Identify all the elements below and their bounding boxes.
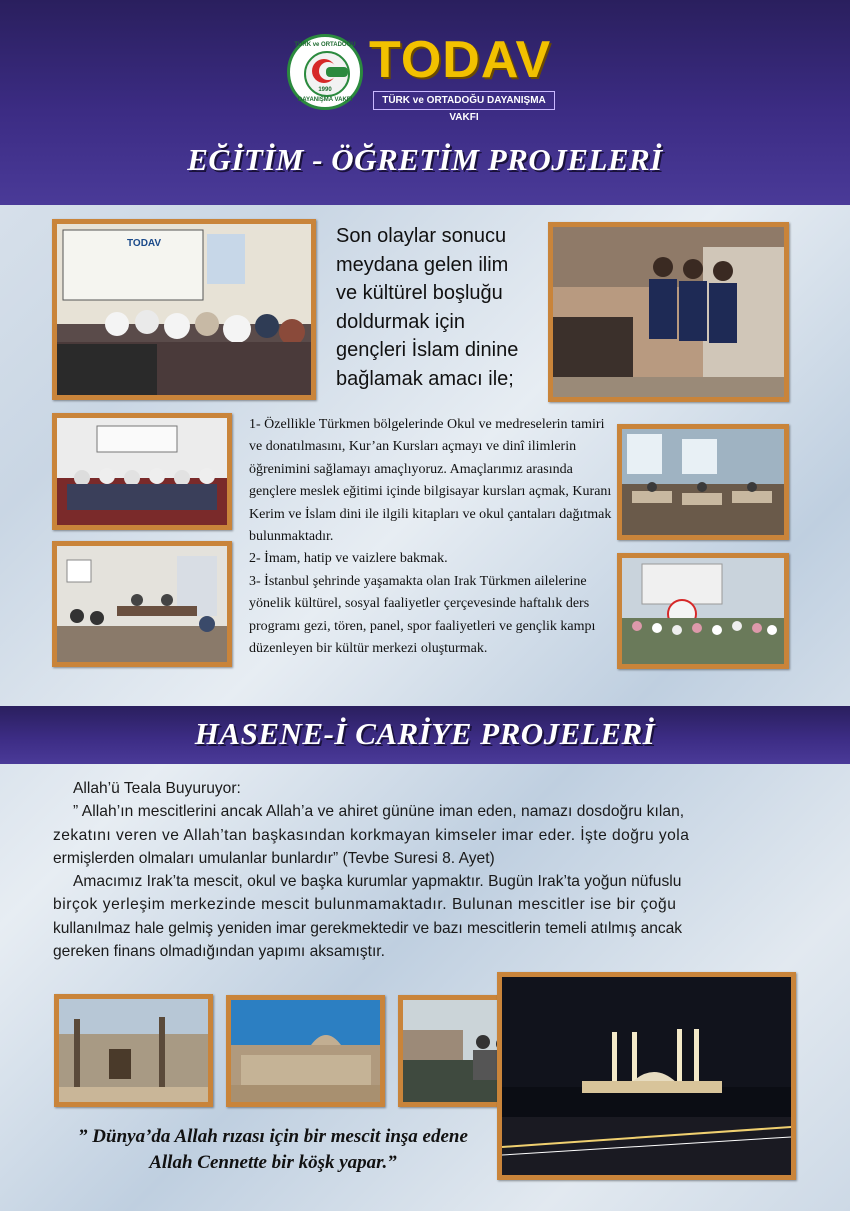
foundation-emblem-icon <box>287 34 363 110</box>
intro-line: doldurmak için <box>336 310 465 333</box>
brand-name: TODAV <box>369 31 552 89</box>
photo-meeting-room <box>52 541 232 667</box>
brand-subtitle: TÜRK ve ORTADOĞU DAYANIŞMA VAKFI <box>373 91 555 110</box>
photo-sign-text: TODAV <box>127 238 162 249</box>
list-line: düzenleyen bir kültür merkezi oluşturmak. <box>249 641 488 657</box>
emblem-bottom-text: DAYANIŞMA VAKFI <box>297 97 353 103</box>
intro-line: ve kültürel boşluğu <box>336 282 503 304</box>
quote-line: ” Dünya’da Allah rızası için bir mescit inşa edene <box>78 1126 468 1147</box>
list-line: yönelik kültürel, sosyal faaliyetler çerçevesinde haftalık ders <box>249 596 590 612</box>
closing-quote <box>58 1124 488 1176</box>
list-line: gençlere meslek eğitimi içinde bilgisayar kursları açmak, Kuranı <box>249 484 612 500</box>
emblem-year: 1990 <box>318 87 332 93</box>
emblem-top-text: TÜRK ve ORTADOĞU <box>294 42 356 48</box>
body-line: Allah’ü Teala Buyuruyor: <box>73 780 241 797</box>
intro-line: Son olaylar sonucu <box>336 225 507 247</box>
photo-ruined-wall <box>54 994 213 1107</box>
body-line: gereken finans olmadığından yapımı aksamıştır. <box>53 943 385 961</box>
list-line: 3- İstanbul şehrinde yaşamakta olan Irak Türkmen ailelerine <box>249 573 587 589</box>
body-line: Amacımız Irak’ta mescit, okul ve başka kurumlar yapmaktır. Bugün Irak’ta yoğun nüfuslu <box>73 873 682 891</box>
body-line: kullanılmaz hale gelmiş yeniden imar gerekmektedir ve bazı mescitlerin temeli atılmış ancak <box>53 919 682 937</box>
photo-school-desks <box>617 424 789 540</box>
photo-classroom-women <box>52 219 316 400</box>
photo-children-group <box>617 553 789 669</box>
body-line: birçok yerleşim merkezinde mescit bulunmamaktadır. Bulunan mescitler ise bir çoğu <box>53 896 677 914</box>
photo-old-mosque <box>226 995 385 1107</box>
intro-line: meydana gelen ilim <box>336 253 509 276</box>
photo-seated-men <box>52 413 232 530</box>
list-line: ve donatılmasını, Kur’an Kursları açmayı ve dinî ilimlerin <box>249 439 577 455</box>
body-line: ermişlerden olmaları umulanlar bunlardır” (Tevbe Suresi 8. Ayet) <box>53 849 495 867</box>
section-title-education: EĞİTİM - ÖĞRETİM PROJELERİ <box>187 142 663 177</box>
photo-schoolgirls <box>548 222 789 402</box>
body-line: zekatını veren ve Allah’tan başkasından korkmayan kimseler imar eder. İşte doğru yola <box>53 826 690 844</box>
section-title-charity: HASENE-İ CARİYE PROJELERİ <box>194 716 656 751</box>
photo-mosque-night <box>497 972 796 1180</box>
intro-line: bağlamak amacı ile; <box>336 367 514 390</box>
quote-line: Allah Cennette bir köşk yapar.” <box>149 1152 397 1173</box>
list-line: bulunmaktadır. <box>249 529 334 545</box>
list-line: 1- Özellikle Türkmen bölgelerinde Okul ve medreselerin tamiri <box>249 417 605 432</box>
charity-body-text <box>53 777 813 963</box>
list-line: öğrenimini sağlamayı amaçlıyoruz. Amaçlarımız arasında <box>249 461 573 477</box>
list-line: programı gezi, tören, panel, spor faaliyetleri ve gençlik kampı <box>249 618 596 634</box>
education-goals-list <box>249 414 621 660</box>
list-line: 2- İmam, hatip ve vaizlere bakmak. <box>249 551 448 567</box>
list-line: Kerim ve İslam dini ile ilgili kitapları ve okul çantaları dağıtmak <box>249 506 612 522</box>
education-intro-text <box>336 222 536 393</box>
body-line: ” Allah’ın mescitlerini ancak Allah’a ve ahiret gününe iman eden, namazı dosdoğru kılan, <box>73 803 685 821</box>
handshake-icon <box>326 67 348 77</box>
intro-line: gençleri İslam dinine <box>336 339 519 361</box>
